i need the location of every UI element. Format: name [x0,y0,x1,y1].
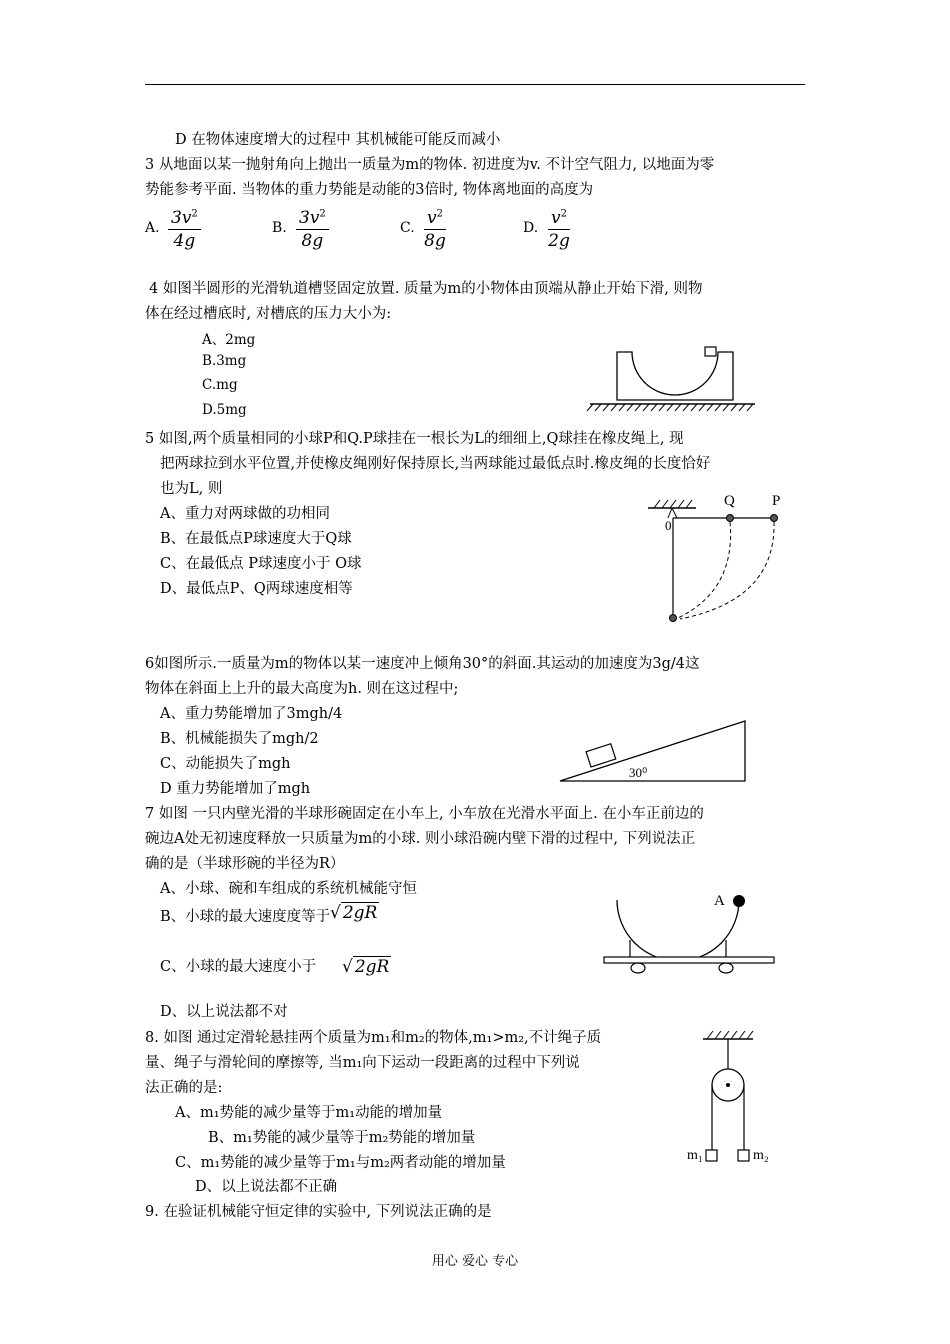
q3-option-b-label: B. [272,220,287,236]
q5-text-1: 5 如图,两个质量相同的小球P和Q.P球挂在一根长为L的细细上,Q球挂在橡皮绳上, 现 [145,431,684,447]
q5-text-2: 把两球拉到水平位置,并使橡皮绳刚好保持原长,当两球能过最低点时.橡皮绳的长度恰好 [160,456,711,472]
q4-option-c: C.mg [202,377,238,393]
q3-a-num: 3v [171,208,192,228]
page-footer: 用心 爱心 专心 [431,1254,519,1269]
q7-option-d: D、以上说法都不对 [160,1004,288,1020]
q8-label-m2: m₂ [753,1148,769,1163]
q3-d-sq: 2 [560,208,567,220]
q6-block [586,744,616,767]
q7-option-b-radical: √ 2gR [330,903,378,923]
q5-label-q: Q [724,493,735,509]
q7-bowl-cart-figure [600,885,780,985]
q8-label-m1: m₁ [687,1148,703,1163]
q8-text-1: 8. 如图 通过定滑轮悬挂两个质量为m₁和m₂的物体,m₁>m₂,不计绳子质 [145,1030,602,1046]
q7-cart-wheel-right [719,963,733,973]
q7-text-3: 确的是（半球形碗的半径为R） [145,856,345,872]
q7-text-1: 7 如图 一只内壁光滑的半球形碗固定在小车上, 小车放在光滑水平面上. 在小车正前边的 [145,806,704,822]
header-rule [145,84,805,85]
q3-d-den: 2g [548,231,570,251]
q8-option-d: D、以上说法都不正确 [195,1179,338,1195]
q7-c-radicand: 2gR [354,957,390,977]
q3-c-num: v [427,208,437,228]
q3-a-sq: 2 [191,208,198,220]
q5-text-3: 也为L, 则 [160,481,223,497]
q8-option-b: B、m₁势能的减少量等于m₂势能的增加量 [208,1130,476,1146]
q7-option-c-radical: √ 2gR [342,957,390,977]
q4-option-d: D.5mg [202,402,247,418]
q7-b-radicand: 2gR [342,903,378,923]
q8-text-2: 量、绳子与滑轮间的摩擦等, 当m₁向下运动一段距离的过程中下列说 [145,1055,580,1071]
q3-d-num: v [551,208,561,228]
q3-option-a-label: A. [145,220,160,236]
q6-option-a: A、重力势能增加了3mgh/4 [160,706,343,722]
q3-text-2: 势能参考平面. 当物体的重力势能是动能的3倍时, 物体离地面的高度为 [145,182,594,198]
q8-pulley-figure [685,1025,785,1170]
q8-mass-m1 [706,1150,717,1161]
q3-b-sq: 2 [319,208,326,220]
q4-semicircle-track-figure [585,340,760,420]
q7-text-2: 碗边A处无初速度释放一只质量为m的小球. 则小球沿碗内壁下滑的过程中, 下列说法正 [145,831,696,847]
q5-ball-p [771,515,778,522]
q8-option-c: C、m₁势能的减少量等于m₁与m₂两者动能的增加量 [175,1155,506,1171]
q6-incline-figure [555,715,755,787]
q3-option-b-fraction [296,208,329,251]
q6-text-1: 6如图所示.一质量为m的物体以某一速度冲上倾角30°的斜面.其运动的加速度为3g/4这 [145,656,700,672]
q8-mass-m2 [738,1150,749,1161]
q5-option-d: D、最低点P、Q两球速度相等 [160,581,353,597]
q5-pendulum-figure [640,490,800,630]
q5-option-b: B、在最低点P球速度大于Q球 [160,531,352,547]
q5-label-o: 0 [665,518,672,533]
q3-c-sq: 2 [436,208,443,220]
q5-option-c: C、在最低点 P球速度小于 O球 [160,556,362,572]
q4-small-block [705,347,716,356]
q7-option-b: B、小球的最大速度度等于 [160,909,331,925]
q3-option-d-fraction [548,208,570,251]
q3-option-a-fraction [168,208,201,251]
q6-text-2: 物体在斜面上上升的最大高度为h. 则在这过程中; [145,681,459,697]
q4-text-1: 4 如图半圆形的光滑轨道槽竖固定放置. 质量为m的小物体由顶端从静止开始下滑, 则物 [149,281,703,297]
q6-option-b: B、机械能损失了mgh/2 [160,731,319,747]
q3-option-c-fraction [424,208,446,251]
q8-text-3: 法正确的是: [145,1080,223,1096]
q3-option-d-label: D. [523,220,539,236]
q7-cart-wheel-left [631,963,645,973]
q3-text-1: 3 从地面以某一抛射角向上抛出一质量为m的物体. 初进度为v. 不计空气阻力, 以地面为零 [145,157,715,173]
q3-b-den: 8g [301,231,324,251]
q4-option-b: B.3mg [202,353,247,369]
q5-ball-q [727,515,734,522]
q7-cart-body [604,957,774,963]
q5-label-p: P [772,493,781,509]
q6-option-c: C、动能损失了mgh [160,756,291,772]
q6-angle-label: 30⁰ [629,765,648,780]
q5-ball-bottom [670,615,677,622]
q8-option-a: A、m₁势能的减少量等于m₁动能的增加量 [175,1105,443,1121]
q5-option-a: A、重力对两球做的功相同 [160,506,330,522]
q3-option-c-label: C. [400,220,415,236]
q7-label-a: A [714,893,725,909]
q7-option-c: C、小球的最大速度小于 [160,959,317,975]
q3-b-num: 3v [299,208,320,228]
q4-option-a: A、2mg [202,332,256,348]
q9-text-1: 9. 在验证机械能守恒定律的实验中, 下列说法正确的是 [145,1204,492,1220]
q3-c-den: 8g [424,231,446,251]
q2-option-d: D 在物体速度增大的过程中 其机械能可能反而减小 [175,132,501,148]
q7-option-a: A、小球、碗和车组成的系统机械能守恒 [160,881,417,897]
q3-a-den: 4g [173,231,196,251]
q7-ball [733,895,745,907]
q4-text-2: 体在经过槽底时, 对槽底的压力大小为: [145,306,392,322]
q6-option-d: D 重力势能增加了mgh [160,781,311,797]
